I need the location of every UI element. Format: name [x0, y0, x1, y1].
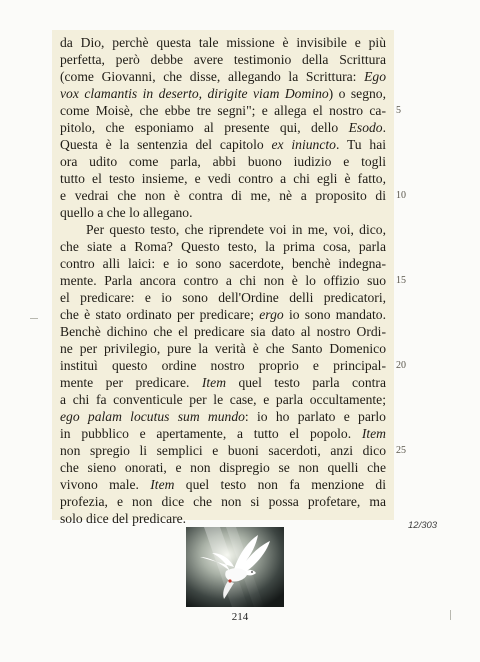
text-run: e vedrai che non è contra di me, nè a proposito di: [60, 188, 386, 203]
text-line: [60, 374, 386, 391]
italic-text: Item: [150, 477, 175, 492]
text-line: [60, 493, 386, 510]
text-line: [60, 510, 386, 527]
text-line: [60, 85, 386, 102]
dove-icon: [186, 527, 284, 607]
text-line: [60, 340, 386, 357]
page-reference: 12/303: [408, 520, 438, 531]
italic-text: ergo: [259, 307, 284, 322]
text-run: .: [382, 120, 386, 135]
scan-mark: [30, 318, 38, 319]
italic-text: vox clamantis in deserto, dirigite viam Domino: [60, 86, 329, 101]
text-run: quel testo parla contra: [226, 375, 386, 390]
text-line: [60, 425, 386, 442]
text-line: [86, 221, 386, 238]
text-line: [60, 357, 386, 374]
text-run: (come Giovanni, che disse, allegando la Scrittura:: [60, 69, 365, 84]
text-run: a chi fa conventicule per le case, e parla occultamente;: [60, 392, 386, 407]
text-line: [60, 51, 386, 68]
text-line: [60, 187, 386, 204]
text-run: ) o segno,: [328, 86, 387, 101]
text-line: [60, 391, 386, 408]
line-number: 20: [396, 360, 406, 371]
text-line: [60, 102, 386, 119]
text-run: Per questo testo, che riprendete voi in me, voi, dico,: [86, 222, 386, 237]
text-line: [60, 68, 386, 85]
text-line: [60, 238, 386, 255]
text-run: come Moisè, che ebbe tre segni"; e allega el nostro ca-: [60, 103, 386, 118]
text-run: tutto el testo insieme, e vedi contro a chi egli è fatto,: [60, 171, 386, 186]
text-line: [60, 272, 386, 289]
text-run: mente per predicare.: [60, 375, 202, 390]
text-line: [60, 459, 386, 476]
text-line: [60, 170, 386, 187]
text-line: [60, 119, 386, 136]
text-run: che è stato ordinato per predicare;: [60, 307, 260, 322]
text-run: profezia, e non dice che non si possa profetare, ma: [60, 494, 386, 509]
text-run: solo dice del predicare.: [60, 511, 187, 526]
text-run: ora udito come parla, abbi buono iudizio e togli: [60, 154, 386, 169]
text-line: [60, 442, 386, 459]
italic-text: Esodo: [348, 120, 383, 135]
text-run: ne per privilegio, pure la verità è che Santo Domenico: [60, 341, 386, 356]
text-run: io sono mandato.: [283, 307, 386, 322]
text-run: quello a che lo allegano.: [60, 205, 193, 220]
text-run: perfetta, però debbe avere testimonio della Scrittura: [60, 52, 386, 67]
text-line: [60, 323, 386, 340]
text-run: vivono male.: [60, 477, 151, 492]
text-run: : io ho parlato e parlo: [244, 409, 386, 424]
line-number: 10: [396, 190, 406, 201]
text-line: [60, 255, 386, 272]
line-number: 15: [396, 275, 406, 286]
page-number: 214: [231, 611, 249, 623]
text-line: [60, 34, 386, 51]
italic-text: Item: [201, 375, 227, 390]
italic-text: ego palam locutus sum mundo: [60, 409, 245, 424]
text-run: pitolo, che esponiamo al presente qui, dello: [60, 120, 349, 135]
text-line: [60, 153, 386, 170]
text-line: [60, 306, 386, 323]
line-number: 25: [396, 445, 406, 456]
text-run: che siate a Roma? Questo testo, la prima cosa, parla: [60, 239, 386, 254]
italic-text: ex iniuncto: [271, 137, 336, 152]
italic-text: Item: [361, 426, 386, 441]
text-run: instituì questo ordine nostro proprio e principal-: [60, 358, 386, 373]
italic-text: Ego: [364, 69, 386, 84]
scan-mark: [450, 610, 451, 620]
text-run: Questa è la sentenzia del capitolo: [60, 137, 272, 152]
text-run: el predicare: e io sono dell'Ordine delli predicatori,: [60, 290, 386, 305]
text-run: da Dio, perchè questa tale missione è invisibile e più: [60, 35, 386, 50]
text-run: contro alli laici: e io sono sacerdote, benchè indegna-: [60, 256, 386, 271]
text-run: in pubblico e apertamente, a tutto el popolo.: [60, 426, 362, 441]
text-line: [60, 204, 386, 221]
text-run: quel testo non fa menzione di: [174, 477, 386, 492]
text-run: non spregio li semplici e buoni sacerdoti, anzi dico: [60, 443, 386, 458]
text-run: che sieno onorati, e non dispregio se non quelli che: [60, 460, 386, 475]
text-line: [60, 408, 386, 425]
text-line: [60, 289, 386, 306]
text-run: . Tu hai: [335, 137, 386, 152]
text-run: mente. Parla ancora contro a chi non è lo offizio suo: [60, 273, 386, 288]
text-run: Benchè dichino che el predicare sia dato al nostro Ordi-: [60, 324, 386, 339]
dove-image: [186, 527, 284, 607]
text-line: [60, 136, 386, 153]
text-line: [60, 476, 386, 493]
line-number: 5: [396, 105, 401, 116]
